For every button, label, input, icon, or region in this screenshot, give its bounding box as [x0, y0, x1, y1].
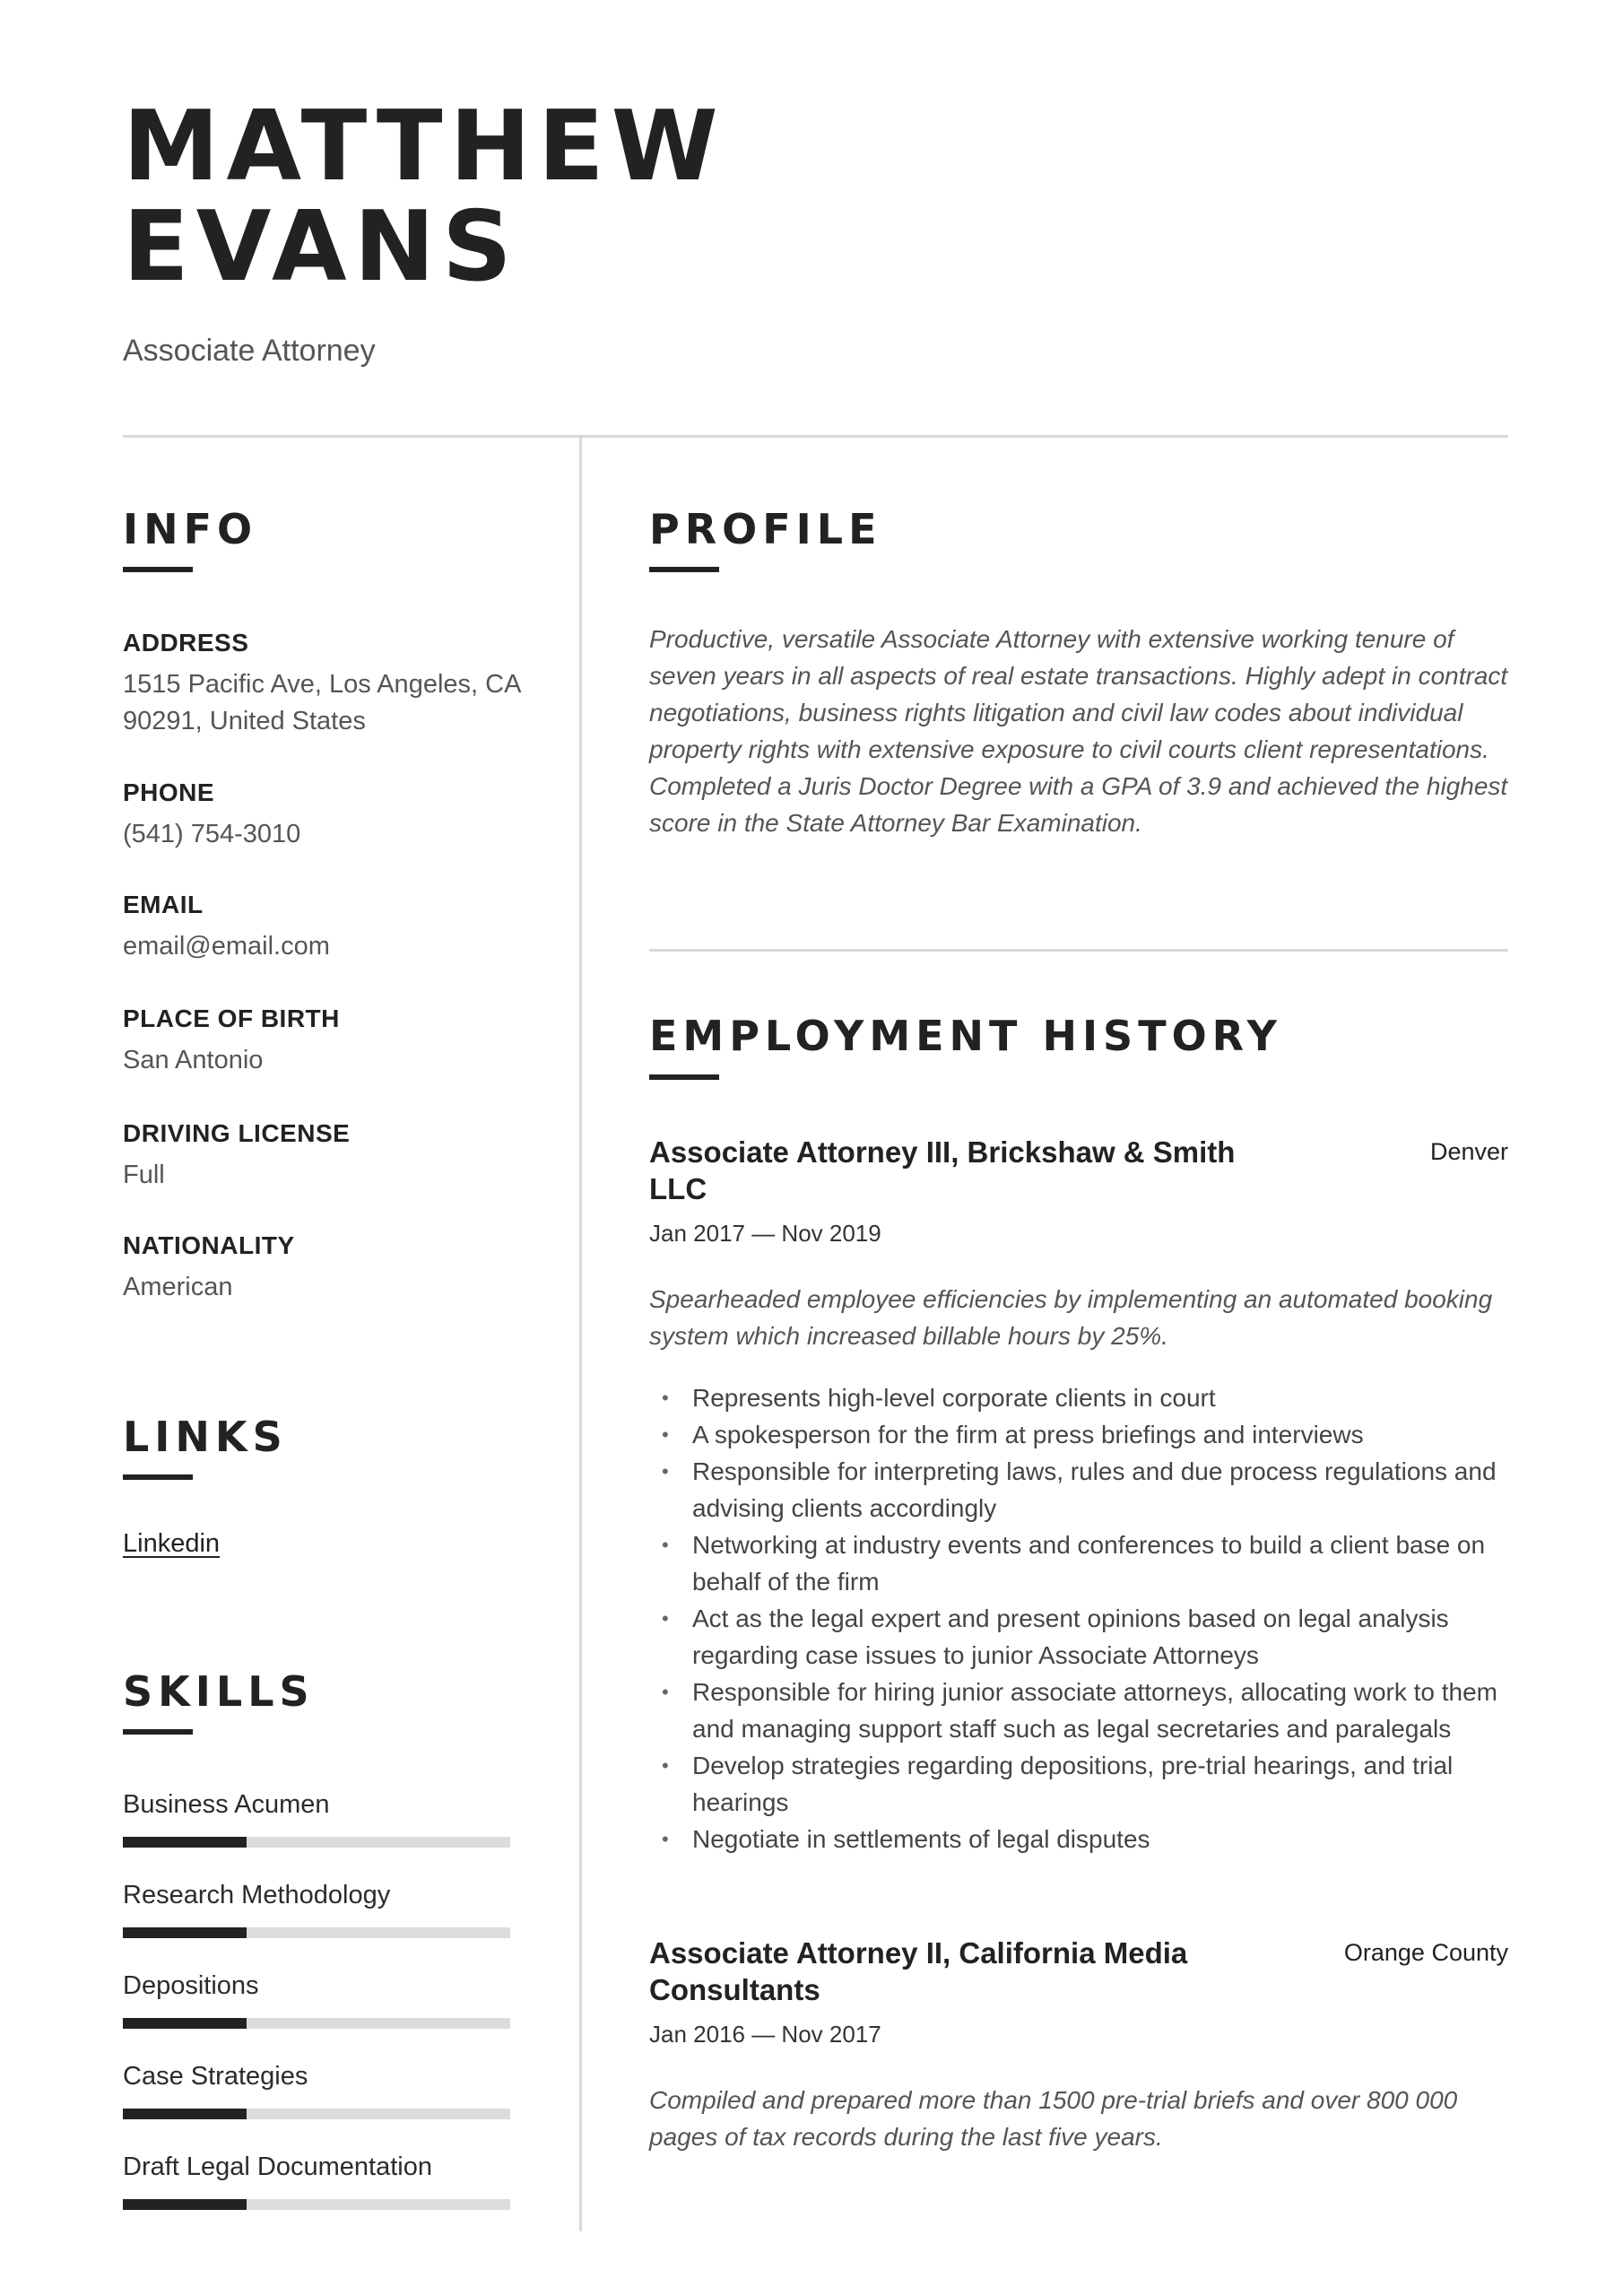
nationality-value: American [123, 1273, 233, 1301]
linkedin-link[interactable]: Linkedin [123, 1529, 221, 1558]
job-entry [649, 1134, 1508, 1857]
skill-level-fill [123, 2109, 247, 2119]
skill-name: Case Strategies [123, 2062, 308, 2091]
email-value: email@email.com [123, 932, 330, 961]
place-of-birth-label: PLACE OF BIRTH [123, 1004, 340, 1032]
links-heading-bar [123, 1474, 193, 1480]
skills-heading-bar [123, 1729, 193, 1735]
list-item: • Responsible for interpreting laws, rules and due process regulations and advising clients accordingly [649, 1453, 1508, 1526]
skill-level-track [123, 2018, 510, 2029]
list-item: • Act as the legal expert and present opinions based on legal analysis regarding case issues to junior Associate Attorneys [649, 1600, 1508, 1674]
employment-heading: EMPLOYMENT HISTORY [649, 1012, 1282, 1060]
skill-item [123, 1788, 510, 1848]
header-divider [123, 435, 1508, 438]
address-label: ADDRESS [123, 629, 249, 657]
skill-name: Draft Legal Documentation [123, 2152, 432, 2181]
column-divider [579, 438, 582, 2231]
skill-item [123, 1879, 510, 1938]
list-item: • Negotiate in settlements of legal disputes [649, 1821, 1508, 1857]
job-dates: Jan 2016 — Nov 2017 [649, 2021, 881, 2048]
job-title: Associate Attorney [123, 334, 376, 368]
job-entry [649, 1935, 1508, 2155]
job-responsibilities [649, 1379, 1508, 1857]
first-name: MATTHEW [123, 91, 725, 203]
skill-name: Business Acumen [123, 1790, 330, 1819]
list-item: • Represents high-level corporate clients in court [649, 1379, 1508, 1416]
candidate-name [123, 91, 1199, 303]
job-title: Associate Attorney III, Brickshaw & Smith LLC [649, 1135, 1236, 1205]
list-item: • Responsible for hiring junior associate attorneys, allocating work to them and managing support staff such as legal secretaries and paralegals [649, 1674, 1508, 1747]
list-item: • Networking at industry events and conferences to build a client base on behalf of the firm [649, 1526, 1508, 1600]
list-item: • A spokesperson for the firm at press briefings and interviews [649, 1416, 1508, 1453]
skill-level-fill [123, 1837, 247, 1848]
skill-level-track [123, 2109, 510, 2119]
profile-heading-bar [649, 567, 719, 572]
skill-level-track [123, 1927, 510, 1938]
phone-value: (541) 754-3010 [123, 820, 301, 848]
job-dates: Jan 2017 — Nov 2019 [649, 1220, 881, 1247]
job-summary: Compiled and prepared more than 1500 pre-trial briefs and over 800 000 pages of tax records during the last five years. [649, 2086, 1458, 2151]
place-of-birth-value: San Antonio [123, 1046, 264, 1074]
list-item: • Develop strategies regarding depositions, pre-trial hearings, and trial hearings [649, 1747, 1508, 1821]
last-name: EVANS [123, 191, 519, 303]
phone-label: PHONE [123, 778, 215, 806]
skill-level-fill [123, 2199, 247, 2210]
address-line-2: 90291, United States [123, 707, 366, 735]
profile-summary: Productive, versatile Associate Attorney with extensive working tenure of seven years in all aspects of real estate transactions. Highly adept in contract negotiations, business rights litigation and civil law codes about individual property rights with extensive exposure to civil courts client representations. Completed a Juris Doctor Degree with a GPA of 3.9 and achieved the highest score in the State Attorney Bar Examination. [649, 625, 1508, 837]
skills-heading: SKILLS [123, 1667, 315, 1716]
skill-name: Research Methodology [123, 1881, 391, 1909]
nationality-label: NATIONALITY [123, 1231, 295, 1259]
email-label: EMAIL [123, 891, 204, 918]
job-summary: Spearheaded employee efficiencies by implementing an automated booking system which increased billable hours by 25%. [649, 1285, 1493, 1350]
employment-heading-bar [649, 1074, 719, 1080]
skill-level-track [123, 1837, 510, 1848]
address-value [123, 666, 544, 740]
info-heading-bar [123, 567, 193, 572]
profile-divider [649, 949, 1508, 952]
skill-level-track [123, 2199, 510, 2210]
job-header [649, 1935, 1508, 2008]
skill-level-fill [123, 2018, 247, 2029]
driving-license-label: DRIVING LICENSE [123, 1119, 351, 1147]
links-heading: LINKS [123, 1413, 288, 1461]
skill-item [123, 2151, 510, 2210]
skill-name: Depositions [123, 1971, 259, 2000]
skill-item [123, 2060, 510, 2119]
skill-item [123, 1970, 510, 2029]
job-location: Denver [1429, 1138, 1508, 1165]
job-header [649, 1134, 1508, 1207]
profile-heading: PROFILE [649, 505, 882, 553]
address-line-1: 1515 Pacific Ave, Los Angeles, CA [123, 670, 522, 699]
driving-license-value: Full [123, 1161, 165, 1189]
info-heading: INFO [123, 505, 258, 553]
job-location: Orange County [1343, 1939, 1508, 1966]
skill-level-fill [123, 1927, 247, 1938]
job-title: Associate Attorney II, California Media Consultants [649, 1936, 1188, 2006]
